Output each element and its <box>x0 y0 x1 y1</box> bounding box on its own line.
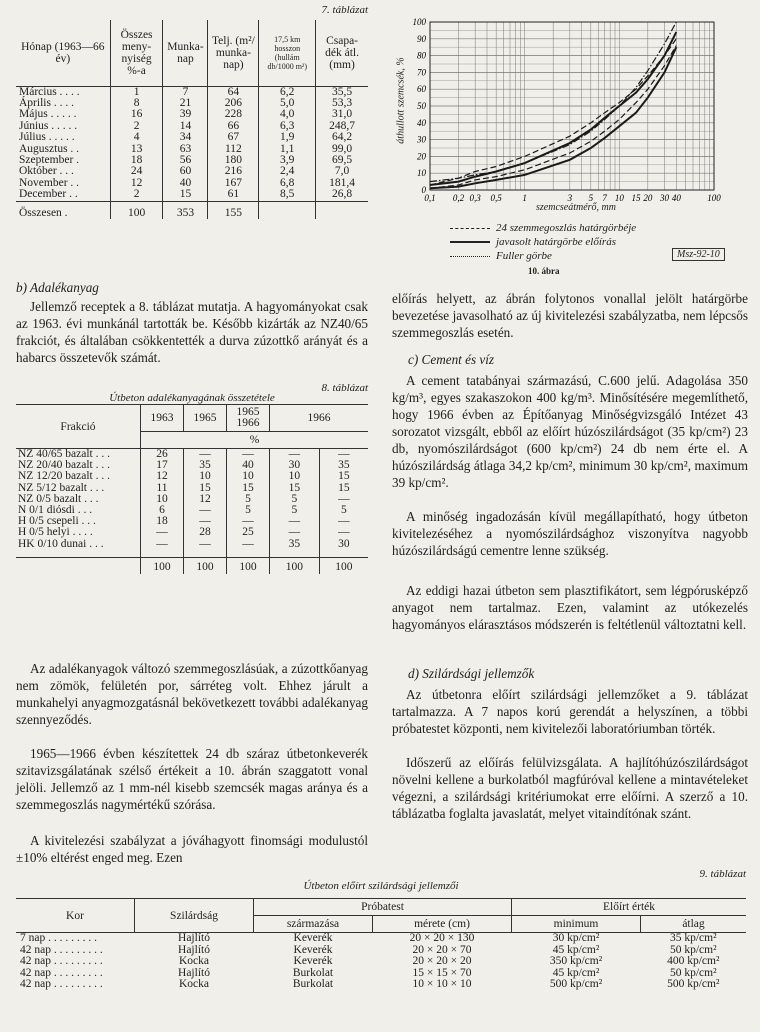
table-cell: 15 <box>184 483 227 494</box>
table-cell: 35 <box>319 460 368 471</box>
x-tick-label: 7 <box>602 193 607 203</box>
table-cell: NZ 5/12 bazalt . . . <box>16 483 141 494</box>
table-cell: 248,7 <box>316 121 368 132</box>
table-cell: 42 nap . . . . . . . . . <box>20 966 103 979</box>
legend-dashdot: Fuller görbe <box>450 250 552 262</box>
table-cell: 5 <box>270 505 320 516</box>
table-cell: 35,5 <box>316 86 368 98</box>
table-cell: 53,3 <box>316 98 368 109</box>
table-cell: — <box>319 494 368 505</box>
table-cell: 35 <box>184 460 227 471</box>
t9-header-kor: Kor <box>16 899 135 933</box>
table-cell: 2 <box>110 121 163 132</box>
table-cell: NZ 20/40 bazalt . . . <box>16 460 141 471</box>
t8-header-unit: % <box>141 432 369 449</box>
table-cell: 20 × 20 × 130 <box>409 932 475 944</box>
table-cell: Március . . . . <box>19 85 80 98</box>
table-cell: 100 <box>184 558 227 574</box>
table-cell: — <box>319 527 368 538</box>
table-cell: Kocka <box>178 978 209 990</box>
table-cell: — <box>141 539 184 550</box>
table-cell: NZ 40/65 bazalt . . . <box>16 449 141 461</box>
table-cell: HK 0/10 dunai . . . <box>16 539 141 550</box>
table-cell: 64,2 <box>316 132 368 143</box>
x-tick-label: 0,1 <box>424 193 436 203</box>
table-cell: 69,5 <box>316 155 368 166</box>
table-cell: 228 <box>208 109 259 120</box>
x-tick-label: 30 <box>660 193 670 203</box>
table-cell: — <box>319 449 368 461</box>
t8-header-year: 1966 <box>270 405 369 432</box>
left-paragraph-1: Az adalékanyagok változó szemmegoszlásúak, a zúzottkőanyag nem zömök, felületén por, sárréteg volt. Ehhez járult a munkahelyi anyagmozgatásnál bekövetkezett további adalékanyag szennyeződés. <box>16 661 368 727</box>
table-cell <box>16 558 141 574</box>
table-cell: 42 nap . . . . . . . . . <box>20 955 103 967</box>
table-cell: December . . <box>19 188 78 201</box>
table-cell: 100 <box>110 201 163 219</box>
table-cell: 14 <box>163 121 208 132</box>
table-cell: 12 <box>184 494 227 505</box>
table-cell: 15 <box>319 471 368 482</box>
table-cell: 1 <box>110 86 163 98</box>
table-cell: Május . . . . . <box>19 108 77 121</box>
y-tick-label: 30 <box>417 134 426 145</box>
x-tick-label: 3 <box>567 193 573 203</box>
table8 <box>16 404 368 574</box>
table-cell: 15 <box>163 189 208 201</box>
table-cell: 8 <box>110 98 163 109</box>
table-cell: NZ 0/5 bazalt . . . <box>16 494 141 505</box>
table-cell: 28 <box>184 527 227 538</box>
table-cell: — <box>319 516 368 527</box>
t9-header-szarmazasa: származása <box>254 916 373 933</box>
table-cell: 18 <box>110 155 163 166</box>
table-row <box>16 956 746 968</box>
table-cell: H 0/5 helyi . . . . <box>16 527 141 538</box>
table-cell: Kocka <box>178 955 209 967</box>
table-cell: 16 <box>110 109 163 120</box>
x-tick-label: 15 <box>631 193 641 203</box>
table-cell: November . . <box>19 176 80 189</box>
table-cell: — <box>184 516 227 527</box>
table-cell: 100 <box>270 558 320 574</box>
y-tick-label: 80 <box>417 50 426 61</box>
section-d-heading: d) Szilárdsági jellemzők <box>408 666 535 681</box>
x-tick-label: 0,2 <box>452 193 465 203</box>
section-c-paragraph-3: Az eddigi hazai útbeton sem plasztifikátort, sem légpórusképző anyagot nem tartalmaz. Ezen, valamint az utókezelés hagyományos elárasztásos módszerén is feltétlenül változtatni kell. <box>392 583 748 632</box>
table-row <box>16 539 368 550</box>
table-cell: 60 <box>163 166 208 177</box>
table-cell: 10 <box>227 471 270 482</box>
table-cell <box>316 201 368 219</box>
table-cell: Hajlító <box>178 966 210 979</box>
t7-header: Összes meny-nyiség %-a <box>110 20 163 86</box>
t9-header-probatest: Próbatest <box>254 899 512 916</box>
table-cell: 1,1 <box>259 144 316 155</box>
chart-xlabel: szemcseátmérő, mm <box>536 202 616 213</box>
y-tick-label: 0 <box>421 185 426 195</box>
table-cell: — <box>227 516 270 527</box>
section-c-paragraph-2: A minőség ingadozásán kívül megállapítható, hogy útbeton kivitelezéséhez a nyomószilárdsághoz viszonyítva nagyobb húzószilárdságú cementre lenne szükség. <box>392 509 748 558</box>
left-paragraph-2: 1965—1966 évben készítettek 24 db száraz útbetonkeverék szitavizsgálatának szélső értékeit a 10. ábrán szaggatott vonal jelöli. Jellemző az 1 mm-nél kisebb szemcsék magas aránya és a szemmegoszlás nagymértékű szórása. <box>16 746 368 812</box>
t7-header: Telj. (m²/ munka-nap) <box>208 20 259 86</box>
section-b-paragraph: Jellemző receptek a 8. táblázat mutatja. A hagyományokat csak az 1963. évi munkánál tartották be. Később kizárták az NZ40/65 frakciót, és általában csökkentették a durva zúzottkő arányát és a habarcs összetevők számát. <box>16 299 368 365</box>
y-tick-label: 90 <box>417 33 426 44</box>
table-cell: 26 <box>141 449 184 461</box>
table-cell: 5,0 <box>259 98 316 109</box>
table-cell: 10 <box>270 471 320 482</box>
table-cell: 61 <box>208 189 259 201</box>
section-d-paragraph-1: Az útbetonra előírt szilárdsági jellemzőket a 9. táblázat tartalmazza. A 7 napos korú gerendát a helyszínen, a többi próbatestet központi, nem kivitelezői laboratóriumban törték. <box>392 687 748 736</box>
table-cell: 18 <box>141 516 184 527</box>
table-cell: 63 <box>163 144 208 155</box>
table-cell: 500 kp/cm² <box>549 978 603 990</box>
t9-header-eloirt: Előírt érték <box>512 899 747 916</box>
table-cell: 50 kp/cm² <box>669 966 717 979</box>
table-cell: 20 × 20 × 20 <box>412 955 472 967</box>
legend-dashed: 24 szemmegoszlás határgörbéje <box>450 222 636 234</box>
table-cell: Augusztus . . <box>19 142 80 155</box>
figure-caption: 10. ábra <box>528 266 560 276</box>
table-cell: 26,8 <box>316 189 368 201</box>
table-cell: Július . . . . . <box>19 131 75 144</box>
table-cell: 15 <box>319 483 368 494</box>
table-cell: 5 <box>227 494 270 505</box>
chart-grid <box>430 22 714 190</box>
table-cell: — <box>270 516 320 527</box>
table-cell: 500 kp/cm² <box>667 978 720 990</box>
table-cell: 400 kp/cm² <box>667 955 720 967</box>
t9-header-szilardsag: Szilárdság <box>135 899 254 933</box>
y-tick-label: 50 <box>417 101 426 111</box>
table-cell: N 0/1 diósdi . . . <box>16 505 141 516</box>
table-cell: Burkolat <box>292 966 334 979</box>
table9-caption: 9. táblázat <box>699 868 746 880</box>
table7 <box>16 20 368 219</box>
table-row <box>16 527 368 538</box>
table-cell: 10 <box>141 494 184 505</box>
table-cell: 10 <box>184 471 227 482</box>
t9-header-minimum: minimum <box>512 916 641 933</box>
x-tick-label: 20 <box>643 193 653 203</box>
y-tick-label: 70 <box>417 67 426 78</box>
table-row <box>16 968 746 980</box>
table-cell: 167 <box>208 178 259 189</box>
table-cell: — <box>141 527 184 538</box>
table-cell: Keverék <box>293 955 333 967</box>
table-cell: 6 <box>141 505 184 516</box>
t8-header-year: 1965 <box>184 405 227 432</box>
table-cell: 3,9 <box>259 155 316 166</box>
table-row <box>16 979 746 991</box>
table9-title: Útbeton előírt szilárdsági jellemzői <box>303 880 459 892</box>
table-cell: 206 <box>208 98 259 109</box>
table-cell: 45 kp/cm² <box>552 966 600 979</box>
table-cell: Június . . . . . <box>19 119 78 132</box>
x-tick-label: 5 <box>588 193 594 203</box>
table-row <box>16 189 368 201</box>
section-c-heading: c) Cement és víz <box>408 352 495 367</box>
table-cell: 155 <box>208 201 259 219</box>
table-cell: 2,4 <box>259 166 316 177</box>
table-cell: 42 nap . . . . . . . . . <box>20 978 103 990</box>
t7-header: Munka-nap <box>163 20 208 86</box>
table-cell: 350 kp/cm² <box>549 955 603 967</box>
table-cell: 35 kp/cm² <box>669 932 717 944</box>
table-cell <box>259 201 316 219</box>
table-cell: 34 <box>163 132 208 143</box>
table-cell: 353 <box>163 201 208 219</box>
table-cell: 4 <box>110 132 163 143</box>
left-paragraph-3: A kivitelezési szabályzat a jóváhagyott finomsági modulustól ±10% eltérést enged meg. Ezen <box>16 833 368 865</box>
table-cell: Hajlító <box>178 932 210 944</box>
chart-ticks <box>413 17 722 203</box>
section-d-paragraph-2: Időszerű az előírás felülvizsgálata. A hajlítóhúzószilárdságot növelni kellene a burkolatból magfúróval kellene a mintavételeket végezni, a szilárdsági kritériumokat erre előírni. A szerző a 10. táblázatba foglalta javaslatát, melyet vitaindítónak szánt. <box>392 755 748 821</box>
y-tick-label: 40 <box>417 117 426 128</box>
table-cell: 7 <box>163 86 208 98</box>
table-cell: 30 <box>270 460 320 471</box>
t8-header-year: 1965 1966 <box>227 405 270 432</box>
t9-header-merete: mérete (cm) <box>373 916 512 933</box>
table-cell: 21 <box>163 98 208 109</box>
table-cell: 216 <box>208 166 259 177</box>
t8-header-year: 1963 <box>141 405 184 432</box>
table-cell: — <box>270 527 320 538</box>
table-cell: 5 <box>270 494 320 505</box>
x-tick-label: 1 <box>522 193 527 203</box>
table-cell: 30 <box>319 539 368 550</box>
table-cell: 50 kp/cm² <box>669 943 717 956</box>
x-tick-label: 0,3 <box>469 193 481 203</box>
table-cell: 17 <box>141 460 184 471</box>
table-cell: 11 <box>141 483 184 494</box>
chart-ylabel: áthullott szemcsék, % <box>395 57 407 144</box>
table-cell: 10 × 10 × 10 <box>412 978 472 990</box>
table-cell: — <box>184 539 227 550</box>
t7-header: Csapa-dék átl. (mm) <box>316 20 368 86</box>
y-tick-label: 60 <box>417 84 426 95</box>
table-cell: 100 <box>141 558 184 574</box>
table-cell: 6,2 <box>259 86 316 98</box>
table-cell: — <box>270 449 320 461</box>
table-row <box>16 109 368 120</box>
table-cell: Április . . . . <box>19 96 74 109</box>
table-total-row <box>16 558 368 574</box>
table-cell: 99,0 <box>316 144 368 155</box>
y-tick-label: 20 <box>417 151 426 162</box>
table8-caption: 8. táblázat <box>321 382 368 394</box>
table-cell: Burkolat <box>292 978 334 990</box>
table-cell: — <box>227 449 270 461</box>
section-b-heading: b) Adalékanyag <box>16 280 99 295</box>
standard-label: Msz-92-10 <box>672 248 725 261</box>
table-cell: 45 kp/cm² <box>552 943 600 956</box>
table-cell: 100 <box>227 558 270 574</box>
table9 <box>16 898 746 991</box>
x-tick-label: 0,5 <box>490 193 502 203</box>
section-c-paragraph-1: A cement tatabányai származású, C.600 jelű. Adagolása 350 kg/m³, egyes szakaszokon 400 kg/m³. Minősítésére megemlíthető, hogy 1966 évben az Építőanyag Minőségvizsgáló Intézet 43 sorozatot vizsgált, ebből az előírt húzószilárdságot (35 kp/cm²) 23 db, nyomószilárdságot (600 kp/cm²) 24 db nem érte el. A húzószilárdság átlaga 34,2 kp/cm², minimum 30 kp/cm², maximum 39 kp/cm². <box>392 373 748 490</box>
t8-header-frakcio: Frakció <box>16 405 141 449</box>
table-cell: 13 <box>110 144 163 155</box>
table-cell: 100 <box>319 558 368 574</box>
table-cell: 35 <box>270 539 320 550</box>
table8-title: Útbeton adalékanyagának összetétele <box>109 392 275 404</box>
table-cell: 15 <box>227 483 270 494</box>
table-row <box>16 132 368 143</box>
table-cell: 39 <box>163 109 208 120</box>
table-cell: 1,9 <box>259 132 316 143</box>
table-cell: Összesen . <box>16 201 110 219</box>
table-cell: 6,3 <box>259 121 316 132</box>
table-cell: 12 <box>141 471 184 482</box>
table-cell: Hajlító <box>178 943 210 956</box>
table-cell: 112 <box>208 144 259 155</box>
table-cell: 66 <box>208 121 259 132</box>
table-cell: 67 <box>208 132 259 143</box>
table7-caption: 7. táblázat <box>321 4 368 16</box>
y-tick-label: 10 <box>417 168 426 179</box>
table-cell: 12 <box>110 178 163 189</box>
x-tick-label: 40 <box>671 193 681 203</box>
table-cell: 5 <box>227 505 270 516</box>
table-cell: Szeptember . <box>19 153 80 166</box>
t7-header: Hónap (1963—66 év) <box>16 20 110 86</box>
table-cell: 30 kp/cm² <box>552 932 600 944</box>
x-tick-label: 100 <box>707 193 721 203</box>
table-cell: Keverék <box>293 943 333 956</box>
legend-solid: javasolt határgörbe előírás <box>450 236 616 248</box>
table-cell: 7,0 <box>316 166 368 177</box>
table-cell: H 0/5 csepeli . . . <box>16 516 141 527</box>
table-cell: 6,8 <box>259 178 316 189</box>
table-cell: 56 <box>163 155 208 166</box>
t7-header: 17,5 km hosszon (hullám db/1000 m²) <box>259 20 316 86</box>
table-row <box>16 471 368 482</box>
table-row <box>16 933 746 945</box>
table-cell: 20 × 20 × 70 <box>412 943 472 956</box>
table-cell: 24 <box>110 166 163 177</box>
table-cell: — <box>184 505 227 516</box>
table-cell: — <box>227 539 270 550</box>
table-total-row <box>16 201 368 219</box>
table-cell: 42 nap . . . . . . . . . <box>20 943 103 956</box>
table-cell: 15 <box>270 483 320 494</box>
y-tick-label: 100 <box>412 17 426 27</box>
table-cell: 31,0 <box>316 109 368 120</box>
table-cell: 5 <box>319 505 368 516</box>
table-cell: Keverék <box>293 932 333 944</box>
table-cell: — <box>184 449 227 461</box>
table-cell: 25 <box>227 527 270 538</box>
table-cell: 4,0 <box>259 109 316 120</box>
table-cell: 15 × 15 × 70 <box>412 966 472 979</box>
table-cell: 7 nap . . . . . . . . . <box>20 932 97 944</box>
table-cell: 40 <box>163 178 208 189</box>
table-cell: Október . . . <box>19 165 74 178</box>
table-cell: 2 <box>110 189 163 201</box>
table-row <box>16 945 746 957</box>
table-cell: 8,5 <box>259 189 316 201</box>
x-tick-label: 10 <box>614 193 624 203</box>
table-cell: NZ 12/20 bazalt . . . <box>16 471 141 482</box>
t9-header-atlag: átlag <box>641 916 747 933</box>
table-cell: 40 <box>227 460 270 471</box>
table-cell: 181,4 <box>316 178 368 189</box>
table-cell: 64 <box>208 86 259 98</box>
right-paragraph-1: előírás helyett, az ábrán folytonos vonallal jelölt határgörbe bevezetése javasolható az új kivitelezési szabályzatba, nem lépcsős szemmegoszlás esetén. <box>392 291 748 340</box>
table-cell: 180 <box>208 155 259 166</box>
